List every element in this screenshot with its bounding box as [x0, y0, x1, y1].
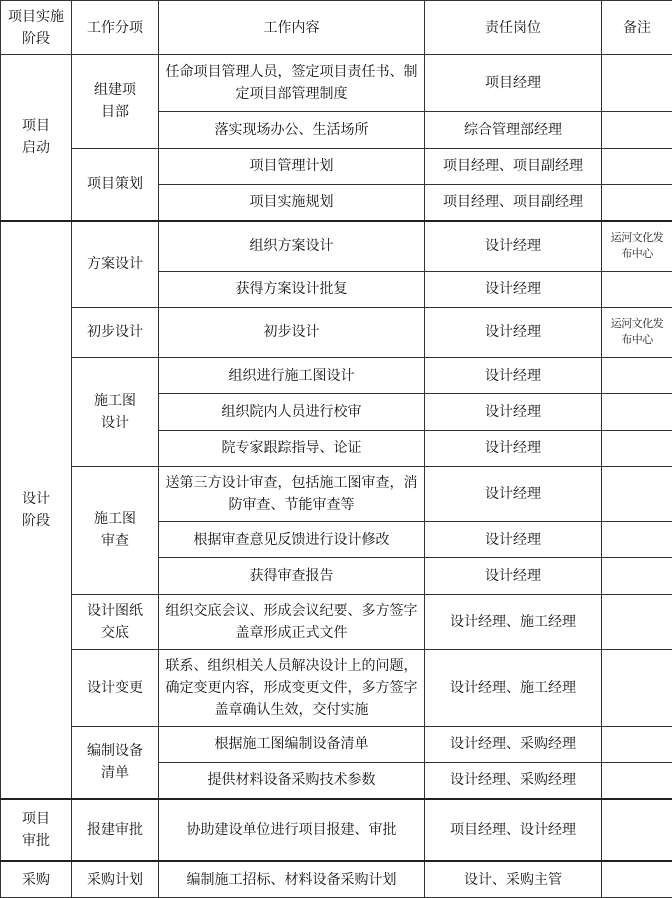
table-row	[1, 799, 672, 861]
category-cell: 设计变更	[72, 650, 159, 727]
role-cell: 设计经理	[425, 558, 602, 594]
remark-cell: 运河文化发布中心	[602, 221, 672, 271]
content-cell: 组织院内人员进行校审	[159, 394, 425, 430]
table-row	[1, 55, 672, 112]
table-row	[1, 594, 672, 649]
content-cell: 提供材料设备采购技术参数	[159, 762, 425, 798]
role-cell: 设计经理	[425, 466, 602, 521]
remark-cell	[602, 594, 672, 649]
category-cell: 施工图设计	[72, 358, 159, 467]
role-cell: 设计经理	[425, 394, 602, 430]
content-cell: 院专家跟踪指导、论证	[159, 430, 425, 466]
remark-cell	[602, 762, 672, 798]
remark-cell	[602, 358, 672, 394]
content-cell: 联系、组织相关人员解决设计上的问题，确定变更内容，形成变更文件，多方签字盖章确认生效，交付实施	[159, 650, 425, 727]
category-cell: 方案设计	[72, 221, 159, 308]
header-stage: 项目实施阶段	[1, 1, 72, 55]
role-cell: 项目经理、项目副经理	[425, 148, 602, 184]
remark-cell	[602, 112, 672, 148]
role-cell: 设计、采购主管	[425, 861, 602, 897]
role-cell: 设计经理	[425, 358, 602, 394]
category-cell: 编制设备清单	[72, 726, 159, 799]
remark-cell	[602, 558, 672, 594]
role-cell: 设计经理	[425, 307, 602, 357]
content-cell: 获得审查报告	[159, 558, 425, 594]
remark-cell	[602, 466, 672, 521]
role-cell: 项目经理	[425, 55, 602, 112]
content-cell: 组织进行施工图设计	[159, 358, 425, 394]
role-cell: 设计经理、施工经理	[425, 594, 602, 649]
remark-cell	[602, 430, 672, 466]
header-content: 工作内容	[159, 1, 425, 55]
content-cell: 项目实施规划	[159, 184, 425, 220]
content-cell: 送第三方设计审查，包括施工图审查，消防审查、节能审查等	[159, 466, 425, 521]
table-row	[1, 861, 672, 897]
remark-cell	[602, 148, 672, 184]
category-cell: 设计图纸交底	[72, 594, 159, 649]
stage-cell: 项目启动	[1, 55, 72, 221]
content-cell: 初步设计	[159, 307, 425, 357]
header-remark: 备注	[602, 1, 672, 55]
header-role: 责任岗位	[425, 1, 602, 55]
content-cell: 任命项目管理人员，签定项目责任书、制定项目部管理制度	[159, 55, 425, 112]
table-row	[1, 148, 672, 184]
table-row	[1, 726, 672, 762]
content-cell: 组织交底会议、形成会议纪要、多方签字盖章形成正式文件	[159, 594, 425, 649]
role-cell: 设计经理、采购经理	[425, 726, 602, 762]
content-cell: 落实现场办公、生活场所	[159, 112, 425, 148]
content-cell: 协助建设单位进行项目报建、审批	[159, 799, 425, 861]
remark-cell	[602, 55, 672, 112]
content-cell: 根据审查意见反馈进行设计修改	[159, 522, 425, 558]
remark-cell	[602, 522, 672, 558]
remark-cell	[602, 394, 672, 430]
role-cell: 项目经理、设计经理	[425, 799, 602, 861]
content-cell: 项目管理计划	[159, 148, 425, 184]
stage-cell: 项目审批	[1, 799, 72, 861]
table-row	[1, 221, 672, 271]
role-cell: 设计经理	[425, 522, 602, 558]
role-cell: 设计经理、施工经理	[425, 650, 602, 727]
remark-cell: 运河文化发布中心	[602, 307, 672, 357]
category-cell: 项目策划	[72, 148, 159, 221]
category-cell: 施工图审查	[72, 466, 159, 594]
stage-cell: 设计阶段	[1, 221, 72, 799]
category-cell: 报建审批	[72, 799, 159, 861]
category-cell: 采购计划	[72, 861, 159, 897]
table-row	[1, 650, 672, 727]
remark-cell	[602, 799, 672, 861]
remark-cell	[602, 271, 672, 307]
remark-cell	[602, 861, 672, 897]
stage-cell: 采购	[1, 861, 72, 897]
table-row	[1, 358, 672, 394]
table-row	[1, 466, 672, 521]
table-row	[1, 307, 672, 357]
content-cell: 获得方案设计批复	[159, 271, 425, 307]
remark-cell	[602, 726, 672, 762]
role-cell: 项目经理、项目副经理	[425, 184, 602, 220]
category-cell: 初步设计	[72, 307, 159, 357]
role-cell: 设计经理	[425, 271, 602, 307]
role-cell: 设计经理	[425, 221, 602, 271]
role-cell: 设计经理	[425, 430, 602, 466]
remark-cell	[602, 650, 672, 727]
role-cell: 设计经理、采购经理	[425, 762, 602, 798]
header-row	[1, 1, 672, 55]
content-cell: 组织方案设计	[159, 221, 425, 271]
content-cell: 编制施工招标、材料设备采购计划	[159, 861, 425, 897]
category-cell: 组建项目部	[72, 55, 159, 149]
role-cell: 综合管理部经理	[425, 112, 602, 148]
remark-cell	[602, 184, 672, 220]
content-cell: 根据施工图编制设备清单	[159, 726, 425, 762]
header-category: 工作分项	[72, 1, 159, 55]
